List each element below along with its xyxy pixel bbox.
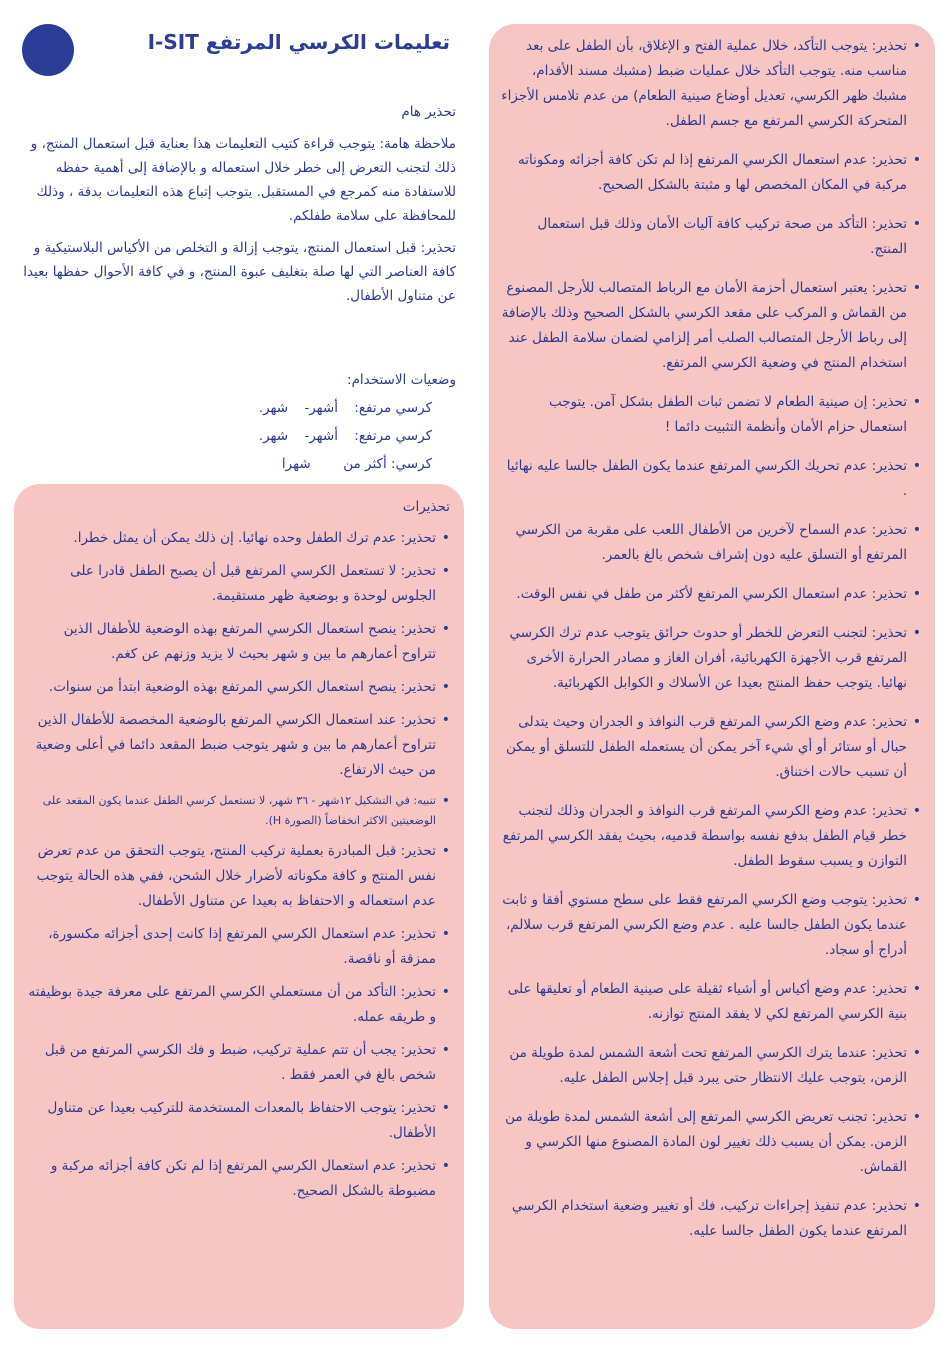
warning-item: • تحذير: يعتبر استعمال أحزمة الأمان مع الرباط المتصالب للأرجل المصنوع من القماش و المركب على مقعد الكرسي بالشكل الصحيح وذلك بالإضافة إلى رباط الأرجل المتصالب الصلب أمر إلزامي لضمان سلامة الطفل عند استخدام المنتج في وضعية الكرسي المرتفع. <box>501 276 907 376</box>
warning-item: • تحذير: عدم ترك الطفل وحده نهائيا. إن ذلك يمكن أن يمثل خطرا. <box>26 526 436 551</box>
usage-row-label: كرسي مرتفع: <box>354 428 432 444</box>
warning-item: • تحذير: عدم استعمال الكرسي المرتفع لأكثر من طفل في نفس الوقت. <box>501 582 907 607</box>
usage-row-from: أشهر- <box>304 428 338 444</box>
warning-item: • تحذير: يتوجب وضع الكرسي المرتفع فقط على سطح مستوي أفقا و ثابت عندما يكون الطفل جالسا عليه . عدم وضع الكرسي المرتفع قرب سلالم، أدراج أو سجاد. <box>501 888 907 963</box>
warning-item: • تحذير: إن صينية الطعام لا تضمن ثبات الطفل بشكل آمن. يتوجب استعمال حزام الأمان وأنظمة التثبيت دائما ! <box>501 390 907 440</box>
warning-list <box>26 526 450 1204</box>
warning-item: • تحذير: عدم تحريك الكرسي المرتفع عندما يكون الطفل جالسا عليه نهائيا . <box>501 454 907 504</box>
warning-item: • تحذير: عدم وضع الكرسي المرتفع قرب النوافذ و الجدران وذلك لتجنب خطر قيام الطفل بدفع نفسه بواسطة قدميه، بحيث يفقد الكرسي المرتفع التوازن و يسبب سقوط الطفل. <box>501 799 907 874</box>
usage-positions <box>20 366 456 478</box>
warning-item: • تحذير: عدم تنفيذ إجراءات تركيب، فك أو تغيير وضعية استخدام الكرسي المرتفع عندما يكون الطفل جالسا عليه. <box>501 1194 907 1244</box>
warning-item: • تحذير: عدم وضع أكياس أو أشياء ثقيلة على صينية الطعام أو تعليقها على بنية الكرسي المرتفع لكي لا يفقد المنتج توازنه. <box>501 977 907 1027</box>
usage-row <box>20 450 456 478</box>
warning-item: • تحذير: قبل المبادرة بعملية تركيب المنتج، يتوجب التحقق من عدم تعرض نفس المنتج و كافة مكوناته لأضرار خلال الشحن، ففي هذه الحالة يتوجب عدم استعماله و الاحتفاظ به بعيدا عن متناول الأطفال. <box>26 839 436 914</box>
usage-row-to: شهرا <box>281 456 311 472</box>
warning-item: • تحذير: لتجنب التعرض للخطر أو حدوث حرائق يتوجب عدم ترك الكرسي المرتفع قرب الأجهزة الكهربائية، أفران الغاز و مصادر الحرارة الأخرى نهائيا. يتوجب حفظ المنتج بعيدا عن الأسلاك و الكوابل الكهربائية. <box>501 621 907 696</box>
warning-item: • تحذير: التأكد من أن مستعملي الكرسي المرتفع على معرفة جيدة بوظيفته و طريقه عمله. <box>26 980 436 1030</box>
usage-row-label: كرسي: أكثر من <box>343 456 432 472</box>
warning-item: • تحذير: يتوجب الاحتفاظ بالمعدات المستخدمة للتركيب بعيدا عن متناول الأطفال. <box>26 1096 436 1146</box>
intro-heading: تحذير هام <box>401 104 456 120</box>
usage-row-to: شهر. <box>258 400 289 416</box>
warning-item: • تحذير: عدم استعمال الكرسي المرتفع إذا كانت إحدى أجزائه مكسورة، ممزقة أو ناقصة. <box>26 922 436 972</box>
usage-heading: وضعيات الاستخدام: <box>347 372 456 388</box>
intro-warning: تحذير: قبل استعمال المنتج، يتوجب إزالة و التخلص من الأكياس البلاستيكية و كافة العناصر التي لها صلة بتغليف عبوة المنتج، و في كافة الأحوال حفظها بعيدا عن متناول الأطفال. <box>23 240 456 304</box>
warning-list <box>501 34 921 1244</box>
usage-row-label: كرسي مرتفع: <box>354 400 432 416</box>
intro-note: ملاحظة هامة: يتوجب قراءة كتيب التعليمات هذا بعناية قبل استعمال المنتج، و ذلك لتجنب التعرض إلى خطر خلال استعماله و بالإضافة إلى أهمية حفظه للاستفادة منه كمرجع في المستقبل. يتوجب إتباع هذه التعليمات بدقة ، وذلك للمحافظة على سلامة طفلكم. <box>30 136 456 224</box>
warnings-panel-left <box>14 484 464 1329</box>
warning-item: • تحذير: عندما يترك الكرسي المرتفع تحت أشعة الشمس لمدة طويلة من الزمن، يتوجب عليك الانتظار حتى يبرد قبل إجلاس الطفل عليه. <box>501 1041 907 1091</box>
usage-row-to: شهر. <box>258 428 289 444</box>
caution-note: • تنبيه: في التشكيل ١٢شهر - ٣٦ شهر، لا تستعمل كرسي الطفل عندما يكون المقعد على الوضعيتين الاكثر انخفاضاً (الصورة H). <box>26 791 436 831</box>
warnings-panel-right <box>489 24 935 1329</box>
warning-item: • تحذير: عدم استعمال الكرسي المرتفع إذا لم تكن كافة أجزائه مركبة و مضبوطة بالشكل الصحيح. <box>26 1154 436 1204</box>
usage-row <box>20 394 456 422</box>
warning-item: • تحذير: عند استعمال الكرسي المرتفع بالوضعية المخصصة للأطفال الذين تتراوح أعمارهم ما بين و شهر يتوجب ضبط المقعد دائما في أعلى وضعية من حيث الارتفاع. <box>26 708 436 783</box>
warning-item: • تحذير: يتوجب التأكد، خلال عملية الفتح و الإغلاق، بأن الطفل على بعد مناسب منه. يتوجب التأكد خلال عمليات ضبط (مشبك مسند الأقدام، مشبك ظهر الكرسي، تعديل أوضاع صينية الطعام) من عدم تلامس الأجزاء المتحركة الكرسي المرتفع مع جسم الطفل. <box>501 34 907 134</box>
brand-circle-icon <box>22 24 74 76</box>
warning-item: • تحذير: لا تستعمل الكرسي المرتفع قبل أن يصبح الطفل قادرا على الجلوس لوحدة و بوضعية ظهر مستقيمة. <box>26 559 436 609</box>
usage-row <box>20 422 456 450</box>
warning-item: • تحذير: يجب أن تتم عملية تركيب، ضبط و فك الكرسي المرتفع من قبل شخص بالغ في العمر فقط . <box>26 1038 436 1088</box>
warning-item: • تحذير: عدم السماح لآخرين من الأطفال اللعب على مقربة من الكرسي المرتفع أو التسلق عليه دون إشراف شخص بالغ بالعمر. <box>501 518 907 568</box>
intro-section <box>20 100 456 316</box>
warning-item: • تحذير: ينصح استعمال الكرسي المرتفع بهذه الوضعية للأطفال الذين تتراوح أعمارهم ما بين و شهر بحيث لا يزيد وزنهم عن كغم. <box>26 617 436 667</box>
warning-item: • تحذير: تجنب تعريض الكرسي المرتفع إلى أشعة الشمس لمدة طويلة من الزمن. يمكن أن يسبب ذلك تغيير لون المادة المصنوع منها الكرسي و القماش. <box>501 1105 907 1180</box>
warning-item: • تحذير: عدم وضع الكرسي المرتفع قرب النوافذ و الجدران وحيث يتدلى حبال أو ستائر أو أي شيء آخر يمكن أن يستعمله الطفل للتسلق أو يمكن أن تسبب حالات اختناق. <box>501 710 907 785</box>
usage-row-from: أشهر- <box>304 400 338 416</box>
warnings-heading: تحذيرات <box>402 499 450 515</box>
warning-item: • تحذير: ينصح استعمال الكرسي المرتفع بهذه الوضعية ابتدأ من سنوات. <box>26 675 436 700</box>
page-title: تعليمات الكرسي المرتفع I-SIT <box>147 30 450 54</box>
warning-item: • تحذير: التأكد من صحة تركيب كافة آليات الأمان وذلك قبل استعمال المنتج. <box>501 212 907 262</box>
warning-item: • تحذير: عدم استعمال الكرسي المرتفع إذا لم تكن كافة أجزائه ومكوناته مركبة في المكان المخصص لها و مثبتة بالشكل الصحيح. <box>501 148 907 198</box>
